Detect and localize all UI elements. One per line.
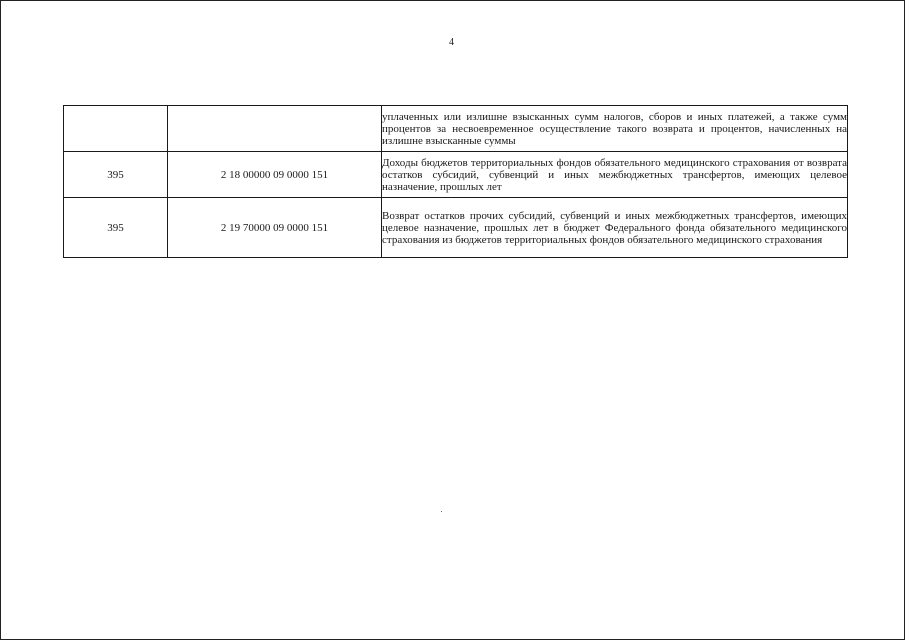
admin-code-cell xyxy=(64,106,168,152)
table-row xyxy=(64,198,848,258)
description-cell: уплаченных или излишне взысканных сумм налогов, сборов и иных платежей, а также сумм процентов за несвоевременное осуществление такого возврата и процентов, начисленных на излишне взысканные суммы xyxy=(382,106,848,152)
admin-code-cell: 395 xyxy=(64,152,168,198)
budget-code-cell xyxy=(168,106,382,152)
scan-speck xyxy=(441,511,442,512)
description-cell: Возврат остатков прочих субсидий, субвенций и иных межбюджетных трансфертов, имеющих целевое назначение, прошлых лет в бюджет Федерального фонда обязательного медицинского страхования из бюджетов территориальных фондов обязательного медицинского страхования xyxy=(382,198,848,258)
budget-code-cell: 2 18 00000 09 0000 151 xyxy=(168,152,382,198)
budget-code-cell: 2 19 70000 09 0000 151 xyxy=(168,198,382,258)
page-number: 4 xyxy=(449,37,454,48)
budget-codes-table xyxy=(63,105,848,258)
admin-code-cell: 395 xyxy=(64,198,168,258)
description-cell: Доходы бюджетов территориальных фондов обязательного медицинского страхования от возврата остатков субсидий, субвенций и иных межбюджетных трансфертов, имеющих целевое назначение, прошлых лет xyxy=(382,152,848,198)
table-row xyxy=(64,152,848,198)
table-row xyxy=(64,106,848,152)
